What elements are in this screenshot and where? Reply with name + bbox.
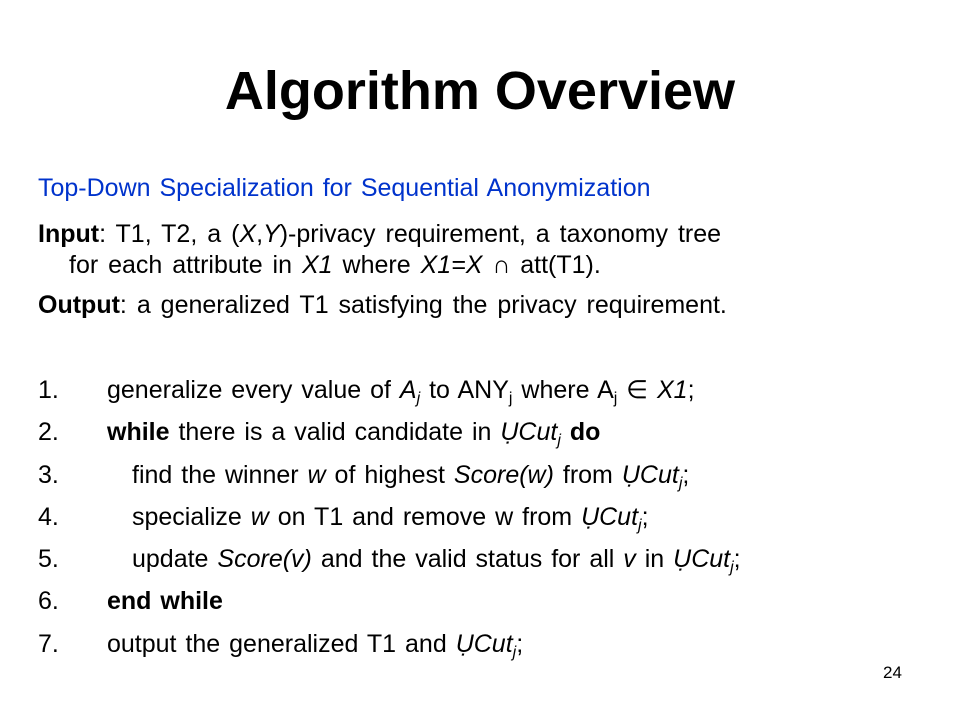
slide-title: Algorithm Overview [224,61,736,121]
step-text: there is a valid candidate in [169,418,501,447]
page-number: 24 [883,663,902,682]
step-6 [38,584,918,626]
step-3 [38,458,918,500]
step-text: ; [687,376,695,404]
step-subscript: j [678,474,683,492]
output-text: : a generalized T1 satisfying the privacy requirement. [119,291,727,319]
input-continuation [38,250,918,281]
output-label: Output [38,291,120,319]
input-y: Y [263,220,280,248]
step-var: ỤCut [455,629,513,658]
step-2 [38,415,918,457]
step-subscript: j [508,390,513,407]
input-text-d: where [332,251,421,279]
algorithm-steps [38,373,918,669]
step-text: and the valid status for all [311,545,624,574]
step-var: Score(w) [453,460,554,489]
step-text: to ANY [420,376,509,404]
step-number: 5. [38,545,59,574]
step-text: find the winner [132,460,308,489]
step-4 [38,500,918,542]
step-var: w [307,460,326,489]
step-var: w [250,502,269,531]
input-text-a: : T1, T2, a ( [99,220,240,248]
step-5 [38,542,918,584]
step-7 [38,627,918,669]
step-text: where A [512,376,614,404]
step-text: ; [516,629,524,658]
step-keyword: end while [107,587,223,616]
step-subscript: j [416,390,421,407]
step-1 [38,373,918,415]
output-block [38,290,918,321]
input-comma: , [256,220,264,248]
step-keyword: while [107,418,170,447]
step-text: update [132,545,218,574]
step-var: Score(v) [217,545,312,574]
input-text-b: )-privacy requirement, a taxonomy tree [279,220,722,248]
step-number: 6. [38,587,59,616]
input-x1: X1 [301,251,333,279]
step-text: ; [641,502,649,531]
step-var: ỤCut [621,460,679,489]
step-var: v [623,545,636,574]
input-text-c: for each attribute in [69,251,302,279]
step-var: ỤCut [581,502,639,531]
step-text: output the generalized T1 and [107,629,456,658]
step-number: 7. [38,629,59,658]
input-block [38,219,918,281]
step-text: generalize every value of [107,376,400,404]
step-text: ; [733,545,741,574]
step-var: A [399,376,417,404]
step-subscript: j [613,390,618,407]
step-text: on T1 and remove w from [268,502,582,531]
step-var: X1 [656,376,688,404]
step-subscript: j [730,559,734,577]
step-text: specialize [132,502,251,531]
step-text: ; [682,460,690,489]
step-number: 4. [38,502,59,531]
step-keyword: do [560,418,601,447]
step-number: 1. [38,376,59,404]
step-subscript: j [557,432,561,450]
input-x1-eq: X1=X [420,251,483,279]
step-number: 2. [38,418,59,447]
input-label: Input [38,220,100,248]
step-subscript: j [638,516,642,534]
step-text: in [635,545,674,574]
step-text: from [553,460,622,489]
input-text-e: ∩ att(T1). [482,251,601,279]
step-number: 3. [38,460,59,489]
step-subscript: j [512,643,517,661]
algorithm-name: Top-Down Specialization for Sequential Anonymization [38,174,651,202]
element-of-symbol: ∈ [617,376,657,404]
step-text: of highest [325,460,454,489]
step-var: ỤCut [673,545,731,574]
input-x: X [239,220,257,248]
step-var: ỤCut [500,418,558,447]
